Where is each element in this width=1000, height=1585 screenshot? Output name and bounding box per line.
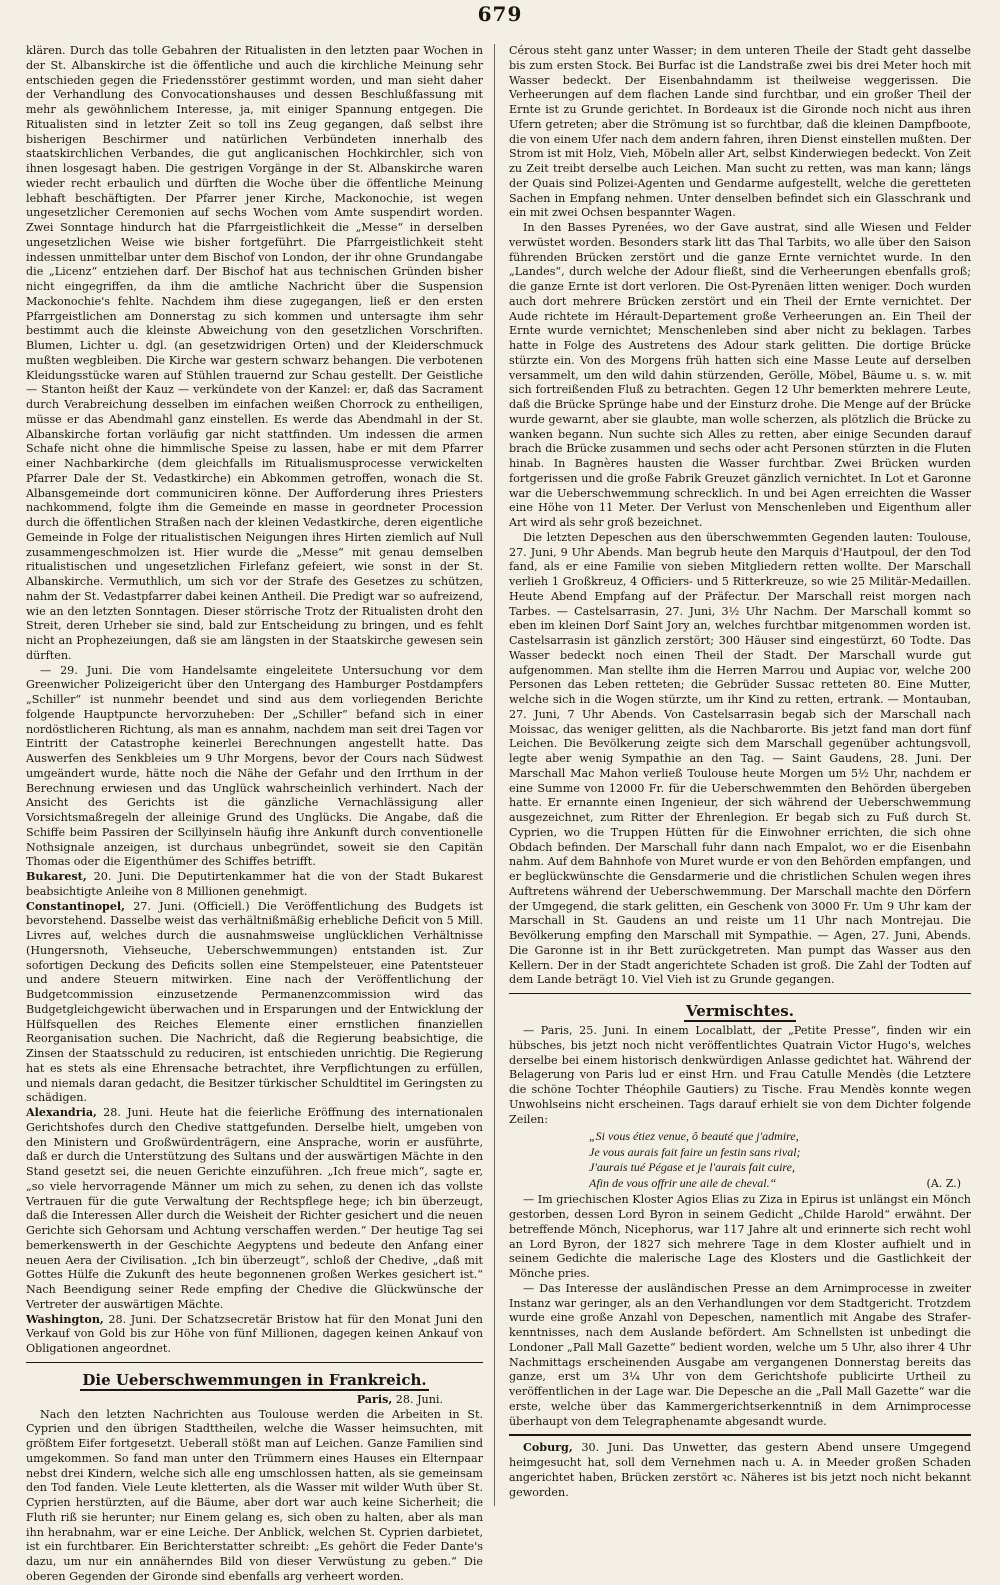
paragraph-text: Die letzten Depeschen aus den überschwemmten Gegenden lauten: Toulouse, 27. Juni, 9 Uhr Abends. Man begrub heute den Marquis d'Hautpoul, der den Tod fand, als er eine Familie von sieben Mitgliedern retten wollte. Der Marschall verlieh 1 Großkreuz, 4 Officiers- und 5 Ritterkreuze, so wie 25 Militär-Medaillen. Heute Abend Empfang auf der Präfectur. Der Marschall reist morgen nach Tarbes. — Castelsarrasin, 27. Juni, 3½ Uhr Nachm. Der Marschall kommt so eben im kleinen Dorf Saint Jory an, welches furchtbar mitgenommen worden ist. Castelsarrasin ist gänzlich zerstört; 300 Häuser sind eingestürzt, 60 Todte. Das Wasser bedeckt noch einen Theil der Stadt. Der Marschall wurde gut aufgenommen. Man stellte ihm die Herren Marrou und Aupiac vor, welche 200 Personen das Leben retteten; die Gebrüder Sussac retteten 80. Eine Mutter, welche sich in die Wogen stürzte, um ihr Kind zu retten, ertrank. — Montauban, 27. Juni, 7 Uhr Abends. Von Castelsarrasin begab sich der Marschall nach Moissac, das weniger gelitten, als die Nachbarorte. Bis jetzt fand man dort fünf Leichen. Die Bevölkerung zeigte sich dem Marschall gegenüber achtungsvoll, legte aber wenig Sympathie an den Tag. — Saint Gaudens, 28. Juni. Der Marschall Mac Mahon verließ Toulouse heute Morgen um 5½ Uhr, nachdem er eine Summe von 12000 Fr. für die Ueberschwemmten den Behörden übergeben hatte. Er ernannte einen Ingenieur, der sich während der Ueberschwemmung ausgezeichnet, zum Ritter der Ehrenlegion. Er begab sich zu Fuß durch St. Cyprien, wo die Truppen Hütten für die Einwohner errichten, die sich ohne Obdach befinden. Der Marschall fuhr dann nach Empalot, wo er die Eisenbahn nahm. Auf dem Bahnhofe von Muret wurde er von den Behörden empfangen, und er beglückwünschte die Gensdarmerie und die christlichen Schulen wegen ihres Auftretens während der Ueberschwemmung. Der Marschall machte den Dörfern der Umgegend, die stark gelitten, ein Geschenk von 3000 Fr. Um 9 Uhr kam der Marschall in St. Gaudens an und reiste um 11 Uhr nach Montrejau. Die Bevölkerung empfing den Marschall mit Sympathie. — Agen, 27. Juni, Abends. Die Garonne ist in ihr Bett zurückgetreten. Man pumpt das Wasser aus den Kellern. Der in der Stadt angerichtete Schaden ist groß. Die Zahl der Todten auf dem Lande beträgt 10. Viel Vieh ist zu Grunde gegangen. [509, 530, 971, 987]
article-arnim-process [509, 1282, 971, 1430]
paragraph-text: 30. Juni. Das Unwetter, das gestern Abend unsere Umgegend heimgesucht hat, soll dem Vernehmen nach u. A. in Meeder großen Schaden angerichtet haben, Brücken zerstört ꝛc. Näheres ist bis jetzt noch nicht bekannt geworden. [509, 1441, 971, 1499]
section-divider [509, 993, 971, 994]
article-floods-continued [509, 44, 971, 221]
paragraph-text: — Im griechischen Kloster Agios Elias zu Ziza in Epirus ist unlängst ein Mönch gestorben, dessen Lord Byron in seinem Gedicht „Childe Harold“ erwähnt. Der betreffende Mönch, Nicephorus, war 117 Jahre alt und erinnerte sich recht wohl an Lord Byron, der 1827 sich mehrere Tage in dem Kloster aufhielt und in seinem Gedichte die malerische Lage des Klosters und die Gastlichkeit der Mönche pries. [509, 1193, 971, 1280]
section-title-text: Die Ueberschwemmungen in Frankreich. [82, 1370, 427, 1389]
poem-line [589, 1176, 971, 1192]
dateline-city: Alexandria, [26, 1106, 97, 1119]
article-bukarest [26, 870, 483, 900]
poem-line: J'aurais tué Pégase et je l'aurais fait cuire, [589, 1160, 795, 1175]
paragraph-text: Cérous steht ganz unter Wasser; in dem unteren Theile der Stadt geht dasselbe bis zum ersten Stock. Bei Burfac ist die Landstraße zwei bis drei Meter hoch mit Wasser bedeckt. Der Eisenbahndamm ist theilweise weggerissen. Die Verheerungen auf dem flachen Lande sind furchtbar, und ein großer Theil der Ernte ist zu Grunde gerichtet. In Bordeaux ist die Gironde noch nicht aus ihren Ufern getreten; aber die Strömung ist so furchtbar, daß die kleinen Dampfboote, die von einem Ufer nach dem andern fahren, ihren Dienst einstellen mußten. Der Strom ist mit Holz, Vieh, Möbeln aller Art, selbst Kinderwiegen bedeckt. Von Zeit zu Zeit treibt derselbe auch Leichen. Man sucht zu retten, was man kann; längs der Quais sind Polizei-Agenten und Gendarme aufgestellt, welche die geretteten Sachen in Empfang nehmen. Unter denselben befindet sich ein Glasschrank und ein mit zwei Ochsen bespannter Wagen. [509, 44, 971, 220]
paragraph-text: 28. Juni. Heute hat die feierliche Eröffnung des internationalen Gerichtshofes durch den Chedive stattgefunden. Derselbe hielt, umgeben von den Ministern und Großwürdenträgern, eine Ansprache, worin er ausführte, daß er durch die Unterstützung des Sultans und der auswärtigen Mächte in den Stand gesetzt sei, die neuen Gerichte einzuführen. „Ich freue mich“, sagte er, „so viele hervorragende Männer um mich zu sehen, zu denen ich das vollste Vertrauen für die gute Verwaltung der Rechtspflege hege; ich bin überzeugt, daß die Interessen Aller durch die Weisheit der Richter gesichert und die neuen Gerichte sich Gehorsam und Achtung verschaffen werden.“ Der heutige Tag sei bemerkenswerth in der Geschichte Aegyptens und bedeute den Anfang einer neuen Aera der Civilisation. „Ich bin überzeugt“, schloß der Chedive, „daß mit Gottes Hülfe die Zukunft des heute begonnenen großen Werkes gesichert ist.“ Nach Beendigung seiner Rede empfing der Chedive die Glückwünsche der Vertreter der auswärtigen Mächte. [26, 1106, 483, 1311]
dateline-city: Coburg, [523, 1441, 573, 1455]
poem-line-text: Afin de vous offrir une aile de cheval.“ [589, 1175, 777, 1190]
poem-signature: (A. Z.) [926, 1176, 961, 1190]
section-divider [26, 1362, 483, 1363]
article-victor-hugo [509, 1024, 971, 1127]
section-dateline [26, 1393, 483, 1408]
dateline-date: 28. Juni. [392, 1392, 443, 1406]
dateline-city: Washington, [26, 1312, 104, 1326]
poem-line: „Si vous étiez venue, ô beauté que j'admire, [589, 1129, 799, 1144]
dateline-city: Bukarest, [26, 870, 87, 883]
paragraph-text: — 29. Juni. Die vom Handelsamte eingeleitete Untersuchung vor dem Greenwicher Polizeigericht über den Untergang des Hamburger Postdampfers „Schiller“ ist nunmehr beendet und sind aus dem vorliegenden Berichte folgende Hauptpuncte hervorzuheben: Der „Schiller“ befand sich in einer nordöstlicheren Richtung, als man es annahm, nachdem man seit drei Tagen vor Eintritt der Catastrophe keinerlei Berechnungen angestellt hatte. Das Auswerfen des Senkbleies um 9 Uhr Morgens, bevor der Cours nach Südwest umgeändert wurde, hätte noch die Nähe der Gefahr und den Irrthum in der Berechnung erwiesen und das Unglück wahrscheinlich verhindert. Nach der Ansicht des Gerichts ist die gänzliche Vernachlässigung aller Vorsichtsmaßregeln der alleinige Grund des Unglücks. Die Angabe, daß die Schiffe beim Passiren der Scillyinseln häufig ihre Ankunft durch conventionelle Nothsignale anzeigen, ist durchaus unbegründet, soweit sie den Capitän Thomas oder die Eigenthümer des Schiffes betrifft. [26, 663, 483, 869]
article-byron-monk [509, 1193, 971, 1282]
dateline-city: Constantinopel, [26, 899, 126, 913]
paragraph-text: 28. Juni. Der Schatzsecretär Bristow hat für den Monat Juni den Verkauf von Gold bis zur Höhe von fünf Millionen, dagegen keinen Ankauf von Obligationen angeordnet. [26, 1312, 483, 1355]
poem-line: Je vous aurais fait faire un festin sans rival; [589, 1144, 801, 1159]
left-column [26, 44, 483, 1583]
poem-quatrain [509, 1129, 971, 1191]
paragraph-text: 20. Juni. Die Deputirtenkammer hat die von der Stadt Bukarest beabsichtigte Anleihe von 8 Millionen genehmigt. [26, 870, 483, 898]
article-alexandria [26, 1106, 483, 1313]
article-floods-toulouse [26, 1408, 483, 1585]
page-number: 679 [477, 2, 523, 26]
article-schiller-inquiry [26, 664, 483, 871]
article-london-ritualists [26, 44, 483, 664]
dateline-city: Paris, [356, 1392, 393, 1406]
right-column [509, 44, 971, 1506]
paragraph-text: Nach den letzten Nachrichten aus Toulouse werden die Arbeiten in St. Cyprien und den übrigen Stadttheilen, welche die Wasser heimsuchten, mit größtem Eifer fortgesetzt. Ueberall stößt man auf Leichen. Ganze Familien sind umgekommen. So fand man unter den Trümmern eines Hauses ein Elternpaar nebst drei Kindern, welche sich alle eng umschlossen hatten, als sie gemeinsam den Tod fanden. Viele Leute kletterten, als die Wasser mit wilder Wuth über St. Cyprien herstürzten, auf die Bäume, aber dort war auch keine Sicherheit; die Fluth riß sie herunter; nur Einem gelang es, sich oben zu halten, aber als man ihn herabnahm, war er eine Leiche. Der Anblick, welchen St. Cyprien darbietet, ist ein furchtbarer. Ein Berichterstatter schreibt: „Es gehört die Feder Dante's dazu, um nur ein annäherndes Bild von dieser Verwüstung zu geben.“ Die oberen Gegenden der Gironde sind ebenfalls arg verheert worden. [26, 1407, 483, 1583]
paragraph-text: — Paris, 25. Juni. In einem Localblatt, der „Petite Presse“, finden wir ein hübsches, bis jetzt noch nicht veröffentlichtes Quatrain Victor Hugo's, welches derselbe bei einem historisch denkwürdigen Anlasse gedichtet hat. Während der Belagerung von Paris lud er einst Hrn. und Frau Catulle Mendès (die Letztere die schöne Tochter Théophile Gautiers) zu Tische. Frau Mendès konnte wegen Unwohlseins nicht erscheinen. Tags darauf erhielt sie von dem Dichter folgende Zeilen: [509, 1024, 971, 1126]
article-floods-pyrenees [509, 221, 971, 531]
paragraph-text: 27. Juni. (Officiell.) Die Veröffentlichung des Budgets ist bevorstehend. Dasselbe weist das verhältnißmäßig erhebliche Deficit von 5 Mill. Livres auf, welches durch die ausnahmsweise unglücklichen Verhältnisse (Hungersnoth, Viehseuche, Ueberschwemmungen) entstanden ist. Zur sofortigen Deckung des Deficits sollen eine Stempelsteuer, eine Patentsteuer und andere Steuern mitwirken. Eine nach der Veröffentlichung der Budgetcommission einzusetzende Permanenzcommission wird das Budgetgleichgewicht überwachen und in Ersparungen und der Entwicklung der Hülfsquellen des Reiches Elemente einer ernstlichen finanziellen Reorganisation suchen. Die Nachricht, daß die Regierung beabsichtige, die Zinsen der Staatsschuld zu reduciren, ist entschieden unrichtig. Die Regierung hat es stets als eine Ehrensache betrachtet, ihre Verpflichtungen zu erfüllen, und niemals daran gedacht, die Besitzer türkischer Schuldtitel im Geringsten zu schädigen. [26, 899, 483, 1105]
article-floods-dispatches [509, 531, 971, 988]
paragraph-text: — Das Interesse der ausländischen Presse an dem Arnimprocesse in zweiter Instanz war geringer, als an den Verhandlungen vor dem Stadtgericht. Trotzdem wurde eine große Anzahl von Depeschen, namentlich mit Angabe des Straferkenntnisses, nach dem Auslande befördert. Am Schnellsten ist unbedingt die Londoner „Pall Mall Gazette“ bedient worden, welche um 5 Uhr, also ihrer 4 Uhr Nachmittags erscheinenden Ausgabe am vergangenen Donnerstag bereits das ganze, erst um 3¼ Uhr von dem Gerichtshofe publicirte Urtheil zu veröffentlichen in der Lage war. Die Depesche an die „Pall Mall Gazette“ war die erste, welche über das Kammergerichtserkenntniß in dem Arnimprocesse überhaupt von dem Telegraphenamte abgesandt wurde. [509, 1281, 971, 1428]
article-constantinopel [26, 900, 483, 1107]
paragraph-text: klären. Durch das tolle Gebahren der Ritualisten in den letzten paar Wochen in der St. Albanskirche ist die öffentliche und auch die kirchliche Meinung sehr entschieden gegen die Friedensstörer gestimmt worden, und man sieht daher der Verhandlung des Convocationshauses und dessen Beschlußfassung mit mehr als gewöhnlichem Interesse, ja, mit einiger Spannung entgegen. Die Ritualisten sind in letzter Zeit so toll ins Zeug gegangen, daß selbst ihre bisherigen Beschirmer und natürlichen Verbündeten innerhalb des staatskirchlichen Verbandes, die gut anglicanischen Hochkirchler, sich von ihnen losgesagt haben. Die gestrigen Vorgänge in der St. Albanskirche waren wieder recht erbaulich und dürften die Woche über die öffentliche Meinung lebhaft beschäftigten. Der Pfarrer jener Kirche, Mackonochie, ist wegen ungesetzlicher Ceremonien auf sechs Wochen vom Amte suspendirt worden. Zwei Sonntage hindurch hat die Pfarrgeistlichkeit die „Messe“ in derselben ungesetzlichen Weise wie bisher fortgeführt. Die Pfarrgeistlichkeit steht indessen unmittelbar unter dem Bischof von London, der ihr ohne Grundangabe die „Licenz“ entziehen darf. Der Bischof hat aus technischen Gründen bisher nicht eingegriffen, da ihm die amtliche Nachricht über die Suspension Mackonochie's fehlte. Nachdem ihm diese zugegangen, ließ er den ersten Pfarrgeistlichen am Donnerstag zu sich kommen und untersagte ihm sehr bestimmt auch die kleinste Abweichung von den gesetzlichen Vorschriften. Blumen, Lichter u. dgl. (an gesetzwidrigen Orten) und der Kleiderschmuck mußten wegbleiben. Die Kirche war gestern schwarz behangen. Die verbotenen Kleidungsstücke waren auf Stühlen trauernd zur Schau gestellt. Der Geistliche — Stanton heißt der Kauz — verkündete von der Kanzel: er, daß das Sacrament durch Verabreichung desselben im einfachen weißen Chorrock zu entheiligen, müsse er das Abendmahl ganz einstellen. Es werde das Abendmahl in der St. Albanskirche fortan vorläufig gar nicht stattfinden. Um indessen die armen Schafe nicht ohne die himmlische Speise zu lassen, habe er mit dem Pfarrer einer Nachbarkirche (dem gleichfalls im Ritualismusprocesse verwickelten Pfarrer Dale der St. Vedastkirche) ein Abkommen getroffen, wonach die St. Albansgemeinde dort communiciren könne. Der Aufforderung ihres Priesters nachkommend, folgte ihm die Gemeinde en masse in geordneter Procession durch die öffentlichen Straßen nach der kleinen Vedastkirche, deren eigentliche Gemeinde in Folge der ritualistischen Neigungen ihres Hirten ziemlich auf Null zusammengeschmolzen ist. Hier wurde die „Messe“ mit genau demselben ritualistischen und ungesetzlichen Firlefanz gefeiert, wie sonst in der St. Albanskirche. Vermuthlich, um sich vor der Strafe des Gesetzes zu schützen, nahm der St. Vedastpfarrer dabei keinen Antheil. Die Predigt war so aufreizend, wie an den letzten Sonntagen. Dieser störrische Trotz der Ritualisten droht den Streit, deren Urheber sie sind, bald zur Entscheidung zu bringen, und es fehlt nicht an Prophezeiungen, daß sie am längsten in der Staatskirche gewesen sein dürften. [26, 44, 483, 662]
column-divider [494, 44, 495, 1506]
section-title-misc [509, 1000, 971, 1022]
paragraph-text: In den Basses Pyrenées, wo der Gave austrat, sind alle Wiesen und Felder verwüstet worden. Besonders stark litt das Thal Tarbits, wo alle über den Saison führenden Brücken zerstört und die ganze Ernte vernichtet wurde. In den „Landes“, durch welche der Adour fließt, sind die Verheerungen ebenfalls groß; die ganze Ernte ist dort verloren. Die Ost-Pyrenäen litten weniger. Doch wurden auch dort mehrere Brücken zerstört und ein Theil der Ernte vernichtet. Der Aude richtete im Hérault-Departement große Verheerungen an. Ein Theil der Ernte wurde vernichtet; Menschenleben sind aber nicht zu beklagen. Tarbes hatte in Folge des Austretens des Adour stark gelitten. Die dortige Brücke stürzte ein. Von des Morgens früh hatten sich eine Masse Leute auf derselben versammelt, um den wild dahin stürzenden, Gerölle, Möbel, Bäume u. s. w. mit sich fortreißenden Fluß zu betrachten. Gegen 12 Uhr bemerkten mehrere Leute, daß die Brücke Sprünge habe und der Einsturz drohe. Die Menge auf der Brücke wurde gewarnt, aber sie glaubte, man wolle scherzen, als plötzlich die Brücke zu wanken begann. Nun suchte sich Alles zu retten, aber einige Secunden darauf brach die Brücke zusammen und sechs oder acht Personen stürzten in die Fluten hinab. In Bagnères hausten die Wasser furchtbar. Zwei Brücken wurden fortgerissen und die große Fabrik Greuzet gänzlich vernichtet. In Lot et Garonne war die Ueberschwemmung schrecklich. In und bei Agen erreichten die Wasser eine Höhe von 11 Meter. Der Verlust von Menschenleben und Eigenthum aller Art wird als sehr groß bezeichnet. [509, 221, 971, 529]
article-washington [26, 1313, 483, 1357]
article-coburg [509, 1441, 971, 1500]
section-divider [509, 1434, 971, 1436]
section-title-floods [26, 1369, 483, 1391]
section-title-text: Vermischtes. [686, 1002, 794, 1020]
